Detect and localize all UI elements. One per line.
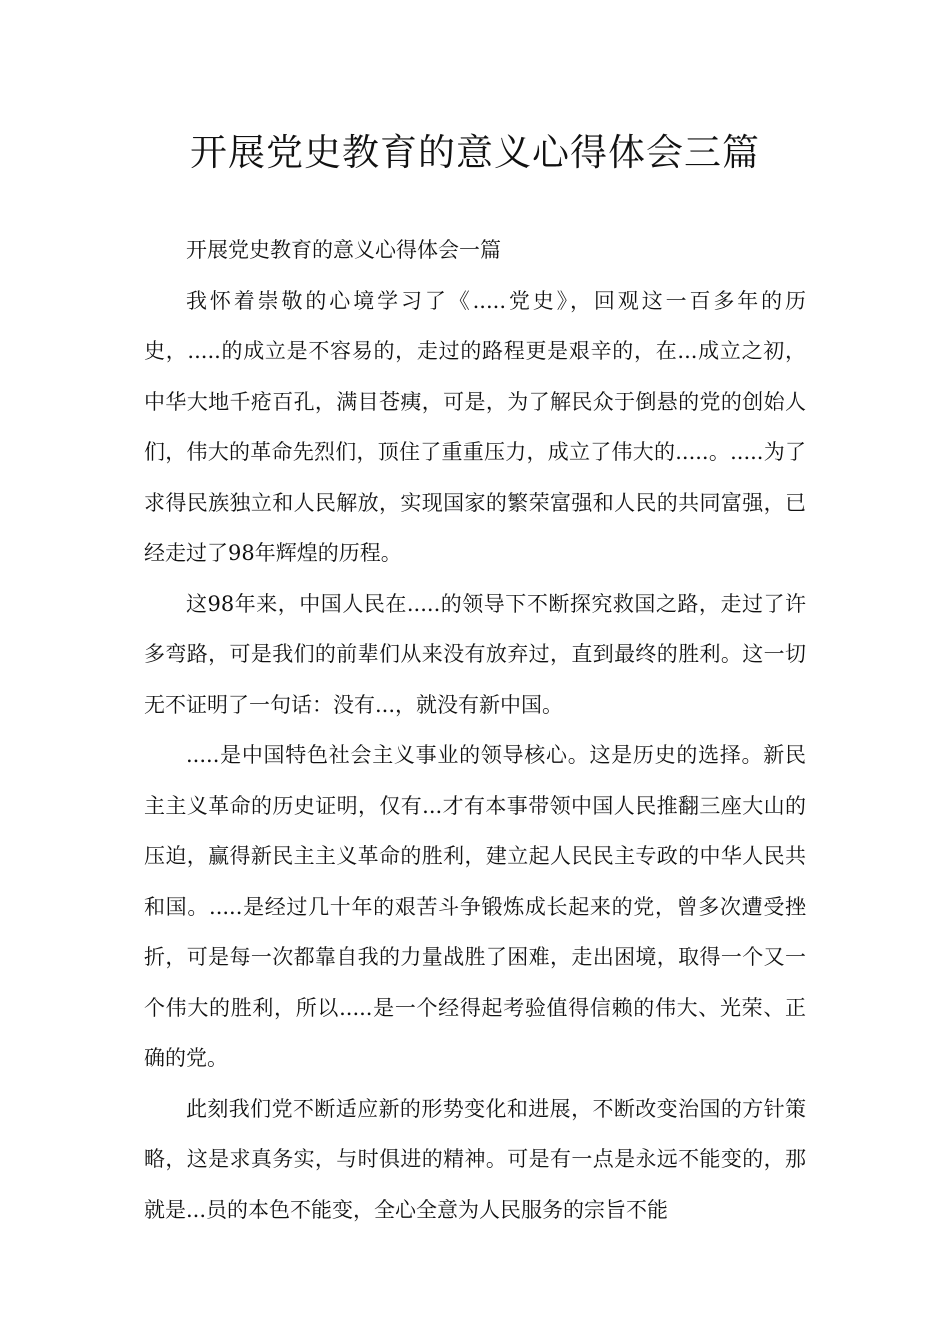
paragraph-2: 这98年来，中国人民在.....的领导下不断探究救国之路，走过了许多弯路，可是我们的前辈们从来没有放弃过，直到最终的胜利。这一切无不证明了一句话：没有...，就没有新中国。 bbox=[144, 591, 806, 717]
section-heading: 开展党史教育的意义心得体会一篇 bbox=[186, 238, 501, 262]
document-title: 开展党史教育的意义心得体会三篇 bbox=[190, 131, 760, 174]
paragraph-4: 此刻我们党不断适应新的形势变化和进展，不断改变治国的方针策略，这是求真务实，与时俱进的精神。可是有一点是永远不能变的，那就是...员的本色不能变，全心全意为人民服务的宗旨不能 bbox=[144, 1096, 806, 1222]
document-body bbox=[144, 225, 806, 1235]
paragraph-1: 我怀着崇敬的心境学习了《.....党史》，回观这一百多年的历史，.....的成立是不容易的，走过的路程更是艰辛的，在...成立之初，中华大地千疮百孔，满目苍痍，可是，为了解民众于倒悬的党的创始人们，伟大的革命先烈们，顶住了重重压力，成立了伟大的.....。.....为了求得民族独立和人民解放，实现国家的繁荣富强和人民的共同富强，已经走过了98年辉煌的历程。 bbox=[144, 288, 806, 565]
paragraph-3: .....是中国特色社会主义事业的领导核心。这是历史的选择。新民主主义革命的历史证明，仅有...才有本事带领中国人民推翻三座大山的压迫，赢得新民主主义革命的胜利，建立起人民民主专政的中华人民共和国。.....是经过几十年的艰苦斗争锻炼成长起来的党，曾多次遭受挫折，可是每一次都靠自我的力量战胜了困难，走出困境，取得一个又一个伟大的胜利，所以.....是一个经得起考验值得信赖的伟大、光荣、正确的党。 bbox=[144, 743, 806, 1070]
